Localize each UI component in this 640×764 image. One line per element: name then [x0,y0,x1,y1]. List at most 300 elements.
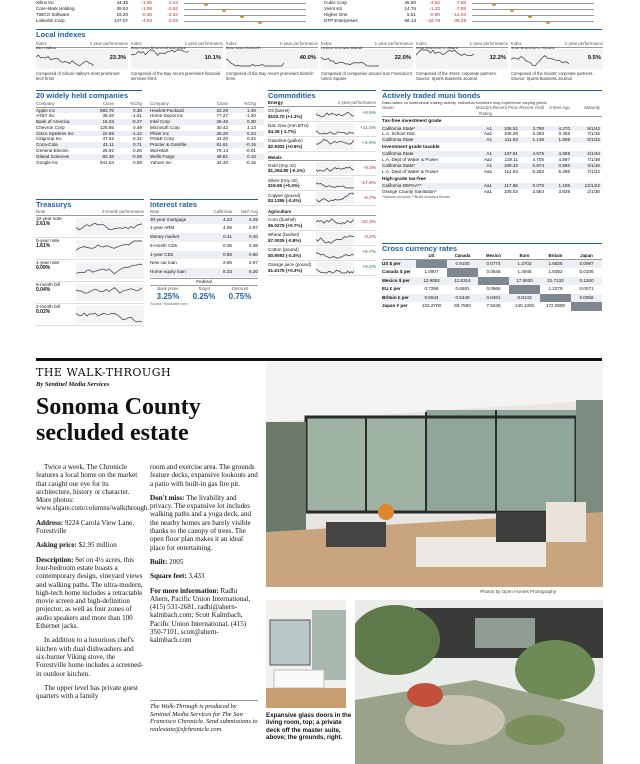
widely-held-title: 20 widely held companies [36,91,129,100]
currency-rate: 1.0907 [424,269,439,275]
muni-bonds-title: Actively traded muni bonds [382,91,481,100]
commodity-price: $7.0025 (-0.8%) [268,237,301,243]
muni-cell: 105.28 [503,131,518,137]
article-field-label: Square feet: [150,572,187,581]
commodity-price: $5.0275 (+0.7%) [268,222,303,228]
company-close: 47.62 [102,136,114,142]
muni-cell: 111.52 [504,137,518,143]
commodity-perf: -17.5% [360,180,376,186]
muni-cell: 1.136 [532,137,544,143]
currency-rate [571,302,602,311]
commodity-item [268,137,376,152]
company-pct-change: -1.01 [131,113,142,119]
federal-label: Federal [150,278,258,286]
company-pct-change: 0.58 [133,159,142,165]
mover-pct: -3.04 [167,18,178,23]
sparkline-icon [76,218,142,235]
muni-header: Recent Yield [519,105,544,110]
federal-header: Bank prime [157,286,179,292]
mover-name: Higher One [324,12,348,17]
rate-name: 1-year ARM [150,225,175,231]
local-index-header-perf: 1-year performance [279,41,318,46]
mover-change: -1.23 [429,6,440,11]
muni-cell: California DEPAA** [382,183,422,189]
sparkline-icon [76,306,142,323]
widely-held-header: %Chg [130,101,142,106]
currency-rate: 0.5449 [455,294,470,300]
muni-group-label: Investment grade taxable [382,144,440,150]
interest-rate-row [150,242,258,251]
muni-footnote: *Various purpose **Build America Bonds [382,194,450,199]
rate-california: 2.66 [223,260,232,266]
commodity-name: Oil (barrel) [268,108,290,114]
company-name: Citigroup Inc [36,136,62,142]
currency-rate: 7.9246 [486,303,501,309]
interest-rate-header: Nat'l Avg [240,209,258,214]
commodity-perf: +6.9% [362,111,376,116]
sparkline-icon [321,49,379,67]
mover-row [36,6,306,12]
sparkline-icon [76,284,142,301]
mover-pct: -2.24 [167,0,178,5]
muni-row [382,137,602,143]
treasury-name: 10-year note [36,215,62,221]
local-index-header-index: Index [226,41,237,46]
muni-cell: L.A. Dept of Water & Power [382,168,439,174]
rate-california: 0.36 [223,242,232,248]
currency-rate: 1.6825 [548,260,563,266]
commodity-item [268,161,376,176]
muni-cell: 4.575 [532,151,544,157]
article-field-label: Description: [36,555,74,564]
local-indexes-title: Local indexes [36,30,86,39]
local-index-description: Composed of the Giants' corporate partners. Source: Sports Business Journal [511,71,594,81]
rate-national: 0.36 [249,242,258,248]
widely-held-section [36,90,142,100]
article-paragraph [36,519,144,536]
commodity-name: Wheat (bushel) [268,232,300,238]
currency-rate [478,277,509,286]
article-text: The upper level has private guest quarters with a family [36,683,138,701]
company-name: Wal-Mart [150,148,169,154]
range-dot-icon [258,21,262,24]
rate-name: Home equity loan [150,269,186,275]
mover-close: 5.51 [407,12,416,17]
currency-rate: 0.0774 [486,260,501,266]
currency-row-label: EU € per [382,286,401,292]
company-close: 79.14 [216,148,228,154]
rate-california: 4.23 [223,216,232,222]
commodity-perf: -0.2% [363,235,376,240]
company-pct-change: -0.01 [245,148,256,154]
commodities-title: Commodities [268,91,316,100]
commodity-price: $2.9302 (+0.9%) [268,143,303,149]
range-dot-icon [546,21,550,24]
company-pct-change: -0.15 [245,159,256,165]
muni-cell: 2/1/30 [587,188,600,194]
currency-header: Canada [454,253,471,258]
currency-row [382,302,602,311]
commodity-name: Corn (bushel) [268,217,296,223]
interest-rate-row [150,251,258,260]
commodity-name: Gold (troy oz) [268,162,296,168]
commodity-item [268,176,376,191]
rate-national: 6.20 [249,269,258,275]
rate-national: 0.60 [249,251,258,257]
sparkline-icon [316,162,354,174]
local-index-card [226,41,318,83]
commodity-name: Copper (pound) [268,192,301,198]
currency-rate [447,268,478,277]
currency-rate: 172.0690 [545,303,566,309]
company-close: 541.54 [99,159,114,165]
mover-pct: -39.29 [452,18,466,23]
muni-cell: 119.11 [504,157,518,163]
mover-pct: -2.52 [167,6,178,11]
mover-row [324,6,594,12]
commodity-item [268,107,376,122]
local-index-description: Composed of the Bay Area's prominent biotech firms [226,71,314,81]
sparkline-icon [316,108,354,120]
local-index-card [131,41,223,83]
sparkline-icon [316,262,354,274]
currency-rate: 0.0845 [486,269,501,275]
commodity-name: Nat. Gas (mm BTU) [268,123,309,129]
commodity-price: $19.55 (+0.0%) [268,183,300,188]
mover-pct: -2.34 [167,12,178,17]
currency-rate: 0.0071 [579,286,594,292]
sparkline-icon [36,49,94,67]
treasury-yield: 0.02% [36,308,51,315]
sparkline-icon [316,232,354,244]
muni-row [382,189,602,195]
sparkline-icon [316,177,354,189]
master-suite-photo [266,600,346,708]
local-index-header-index: Index [321,41,332,46]
mover-name: Xilinx Inc [36,0,55,5]
local-index-card [321,41,413,83]
treasury-item [36,304,144,326]
local-index-value: 22.0% [394,55,411,61]
currency-rate: 0.0461 [486,294,501,300]
commodity-perf: -9.3% [363,165,376,171]
company-pct-change: 0.42 [247,136,256,142]
sparkline-icon [416,49,474,67]
currency-rate: 102.2700 [421,303,442,309]
article-byline: By Sentinel Media Services [36,381,110,388]
article-field-label: Built: [150,557,168,566]
company-pct-change: 1.40 [247,107,256,113]
commodity-perf: +4.9% [362,141,376,146]
article-paragraph [150,587,258,645]
currency-rate [540,294,571,303]
muni-cell: California State [382,137,414,143]
muni-cell: 5.395 [558,168,570,174]
muni-cell: 0.070 [532,183,544,189]
sparkline-icon [76,240,142,257]
muni-cell: 1.508 [558,137,570,143]
company-pct-change: -1.20 [245,113,256,119]
muni-header: Moody's Rating [475,105,492,116]
article-text: In addition to a luxurious chef's kitchen with dual dishwashers and six-burner Viking stove, the Forestville home includes a screened-in outdoor kitchen. [36,636,144,678]
muni-cell: 7/1/22 [587,168,600,174]
metals-label: Metals [268,154,282,160]
commodity-price: $3.1355 (-0.4%) [268,198,301,203]
currency-header: Britain [548,253,563,258]
company-close: 22.86 [102,130,114,136]
article-paragraph [36,556,144,631]
company-pct-change: 0.32 [133,136,142,142]
local-index-header-perf: 1-year performance [374,41,413,46]
company-name: Google Inc [36,159,59,165]
mover-row [324,18,594,24]
currency-rate: 1.8352 [548,269,563,275]
article-paragraph [150,494,258,552]
local-index-card [511,41,603,83]
mover-name: LinkedIn Corp [36,18,65,23]
mover-range-bar [184,21,306,24]
article-field-label: Don't miss: [150,493,185,502]
article-text: 9224 Carola View Lane, Forestville [36,518,135,536]
currency-rate: 0.0106 [579,269,594,275]
company-pct-change: 0.10 [247,153,256,159]
muni-cell: 3.828 [558,188,570,194]
commodity-perf: -23.3% [360,220,376,225]
muni-header: Maturity [584,105,600,110]
local-index-value: 23.3% [109,55,126,61]
mover-name: DTP Enterprises [324,18,358,23]
commodity-item [268,246,376,261]
mover-change: -0.46 [141,12,152,17]
company-name: Gilead Sciences [36,153,70,159]
company-name: PG&E Corp [150,136,174,142]
muni-header: Issuer [382,105,394,110]
currency-rate: 17.6830 [516,277,533,283]
company-close: 41.11 [102,142,114,148]
mover-pct: -14.04 [452,12,466,17]
mover-row [36,18,306,24]
article-paragraph [36,463,150,513]
mover-row [324,12,594,18]
company-name: Microsoft Corp [150,124,180,130]
living-room-photo [266,362,603,587]
muni-cell: 3.780 [532,125,544,131]
company-pct-change: -1.42 [131,130,142,136]
currency-row-label: Japan ¥ per [382,303,408,309]
company-name: General Electric [36,148,69,154]
currency-title: Cross currency rates [382,244,458,253]
treasury-item [36,216,144,238]
local-index-description: Composed of the 49ers' corporate partners. Source: Sports Business Journal [416,71,497,81]
currency-rate: 1.4945 [517,269,532,275]
currency-rate: 0.0566 [486,286,501,292]
muni-cell: 109.42 [503,162,518,168]
muni-cell: Aa2 [483,131,492,137]
commodity-perf: +5.7% [362,250,376,255]
muni-header: 3 Mos Ago [549,105,570,110]
currency-row-label: Canada $ per [382,269,411,275]
sparkline-icon [316,247,354,259]
mover-range-bar [472,21,594,24]
muni-row [382,169,602,175]
treasury-name: 3-month bill [36,303,60,309]
company-pct-change: 0.71 [133,142,142,148]
company-close: 49.81 [216,153,228,159]
mover-close: 45.90 [404,0,416,5]
company-close: 77.27 [216,113,228,119]
currency-rate: 0.8143 [517,294,532,300]
company-close: 43.20 [216,136,228,142]
company-close: 26.45 [216,119,228,125]
commodity-price: $1.6175 (+0.3%) [268,267,303,273]
mover-close: 66.13 [404,18,416,23]
local-index-value: 40.0% [299,55,316,61]
local-index-header-index: Index [416,41,427,46]
widely-held-header: Close [102,101,114,106]
article-credit-note: The Walk-Through is produced by Sentinel Media Services for The San Francisco Chronicle. Send submissions to realestate@sfchronicle.com. [150,700,258,733]
currency-row [382,277,602,286]
mover-name: Cubic Corp [324,0,347,5]
mover-row [36,12,306,18]
commodity-item [268,216,376,231]
local-index-header-index: Index [36,41,47,46]
muni-cell: 1.185 [558,183,570,189]
federal-rate: 0.25% [192,291,216,301]
treasury-yield: 0.09% [36,264,51,271]
company-pct-change: 0.49 [133,124,142,130]
mover-change: -1.06 [141,0,152,5]
federal-rate: 0.75% [228,291,252,301]
treasury-item [36,260,144,282]
mover-change: -3.82 [429,0,440,5]
article-paragraph [150,558,258,566]
muni-cell: 4.869 [558,151,570,157]
currency-rate: 0.7298 [424,286,439,292]
muni-cell: Aa1 [483,188,492,194]
widely-held-row [36,160,264,166]
interest-rate-row [150,216,258,225]
rate-california: 8.33 [223,269,232,275]
company-pct-change: 0.38 [133,107,142,113]
currency-header: Japan [580,253,593,258]
currency-rate: 21.7132 [547,277,564,283]
mover-change: -4.63 [141,18,152,23]
interest-rates-title: Interest rates [150,200,198,209]
company-pct-change: -0.27 [131,119,142,125]
muni-cell: California State* [382,162,416,168]
muni-cell: 4.705 [532,157,544,163]
mover-close: 19.20 [116,12,128,17]
commodity-name: Orange juice (pound) [268,262,312,268]
treasury-item [36,282,144,304]
currency-rate: 0.5944 [424,294,439,300]
company-name: Chevron Corp [36,124,65,130]
widely-held-table [36,101,264,165]
article-divider [36,358,602,361]
article-text: Radhi Ahern, Pacific Union International, (415) 531-2681, radhi@ahern-kalmbach.com; Scott Kalmbach, Pacific Union International, (415) 350-7101, scott@ahern-kalmbach.com [150,586,251,645]
commodity-item [268,191,376,206]
commodity-price: $0.9093 (-0.4%) [268,252,301,258]
rate-california: 4.06 [223,225,232,231]
muni-cell: 12/1/22 [584,183,600,189]
local-index-header-index: Index [511,41,522,46]
muni-group-label: Tax-free investment grade [382,119,442,124]
muni-cell: Aa2 [483,157,492,163]
muni-cell: 117.86 [504,183,518,189]
interest-rate-row [150,268,258,277]
article-headline: Sonoma County secluded estate [36,394,201,446]
currency-row [382,268,602,277]
treasurys-section [36,199,144,326]
company-name: Cisco Systems Inc [36,130,74,136]
local-index-description: Composed of the Bay Area's prominent financial services firms [131,71,221,81]
agriculture-label: Agriculture [268,209,292,214]
commodity-item [268,231,376,246]
company-close: 15.03 [102,119,114,125]
company-close: 81.61 [216,142,228,148]
currency-rate [509,285,540,294]
currency-header [382,253,416,259]
rate-name: 30-year mortgage [150,216,187,222]
muni-cell: Orange County Sanitation* [382,188,437,194]
muni-cell: 108.51 [503,125,518,131]
sparkline-icon [316,217,354,229]
company-name: Apple Inc [36,107,56,113]
mover-name: Vivint Kit [324,6,342,11]
company-name: Coca-Cola [36,142,58,148]
commodity-perf: -6.7% [363,195,376,201]
article-paragraph [36,636,144,677]
article-column-1 [36,463,150,706]
muni-cell: California State [382,151,414,157]
local-index-description: Composed of companies around San Francisco's Union Square [321,71,413,81]
muni-bonds-section [382,90,602,200]
mover-close: 14.76 [404,6,416,11]
local-index-card [416,41,508,83]
article-text: $2.95 million [76,541,117,550]
company-close: 80.30 [102,153,114,159]
company-close: 26.92 [102,148,114,154]
muni-cell: 6/1/22 [587,137,600,143]
interest-rates-section [150,199,258,307]
company-name: AT&T Inc [36,113,55,119]
muni-cell: 105.03 [503,188,518,194]
sparkline-icon [316,123,354,135]
company-pct-change: -0.15 [245,142,256,148]
company-name: Procter & Gamble [150,142,187,148]
article-text: 3,433 [186,572,205,581]
company-pct-change: 0.26 [133,148,142,154]
company-pct-change: 0.30 [247,119,256,125]
commodity-name: Gasoline (gallon) [268,138,303,144]
company-name: Intel Corp [150,119,170,125]
company-close: 36.20 [102,113,114,119]
commodity-name: Cotton (pound) [268,247,299,253]
interest-rate-row [150,233,258,242]
local-index-card [36,41,128,83]
muni-header: Recent Price [492,105,518,110]
top-movers-fragment [36,0,602,26]
company-name: Bank of America [36,119,70,125]
muni-cell: 2.554 [532,188,544,194]
mover-pct: -7.68 [455,0,466,5]
widely-held-header: %Chg [244,101,256,106]
article-field-label: Asking price: [36,541,77,550]
article-text: room and exercise area. The grounds feature decks, expansive lookouts and a patio with built-in gas fire pit. [150,463,258,488]
rate-national: 2.97 [249,225,258,231]
treasury-yield: 2.61% [36,220,51,227]
commodity-perf: +9.2% [362,265,376,270]
